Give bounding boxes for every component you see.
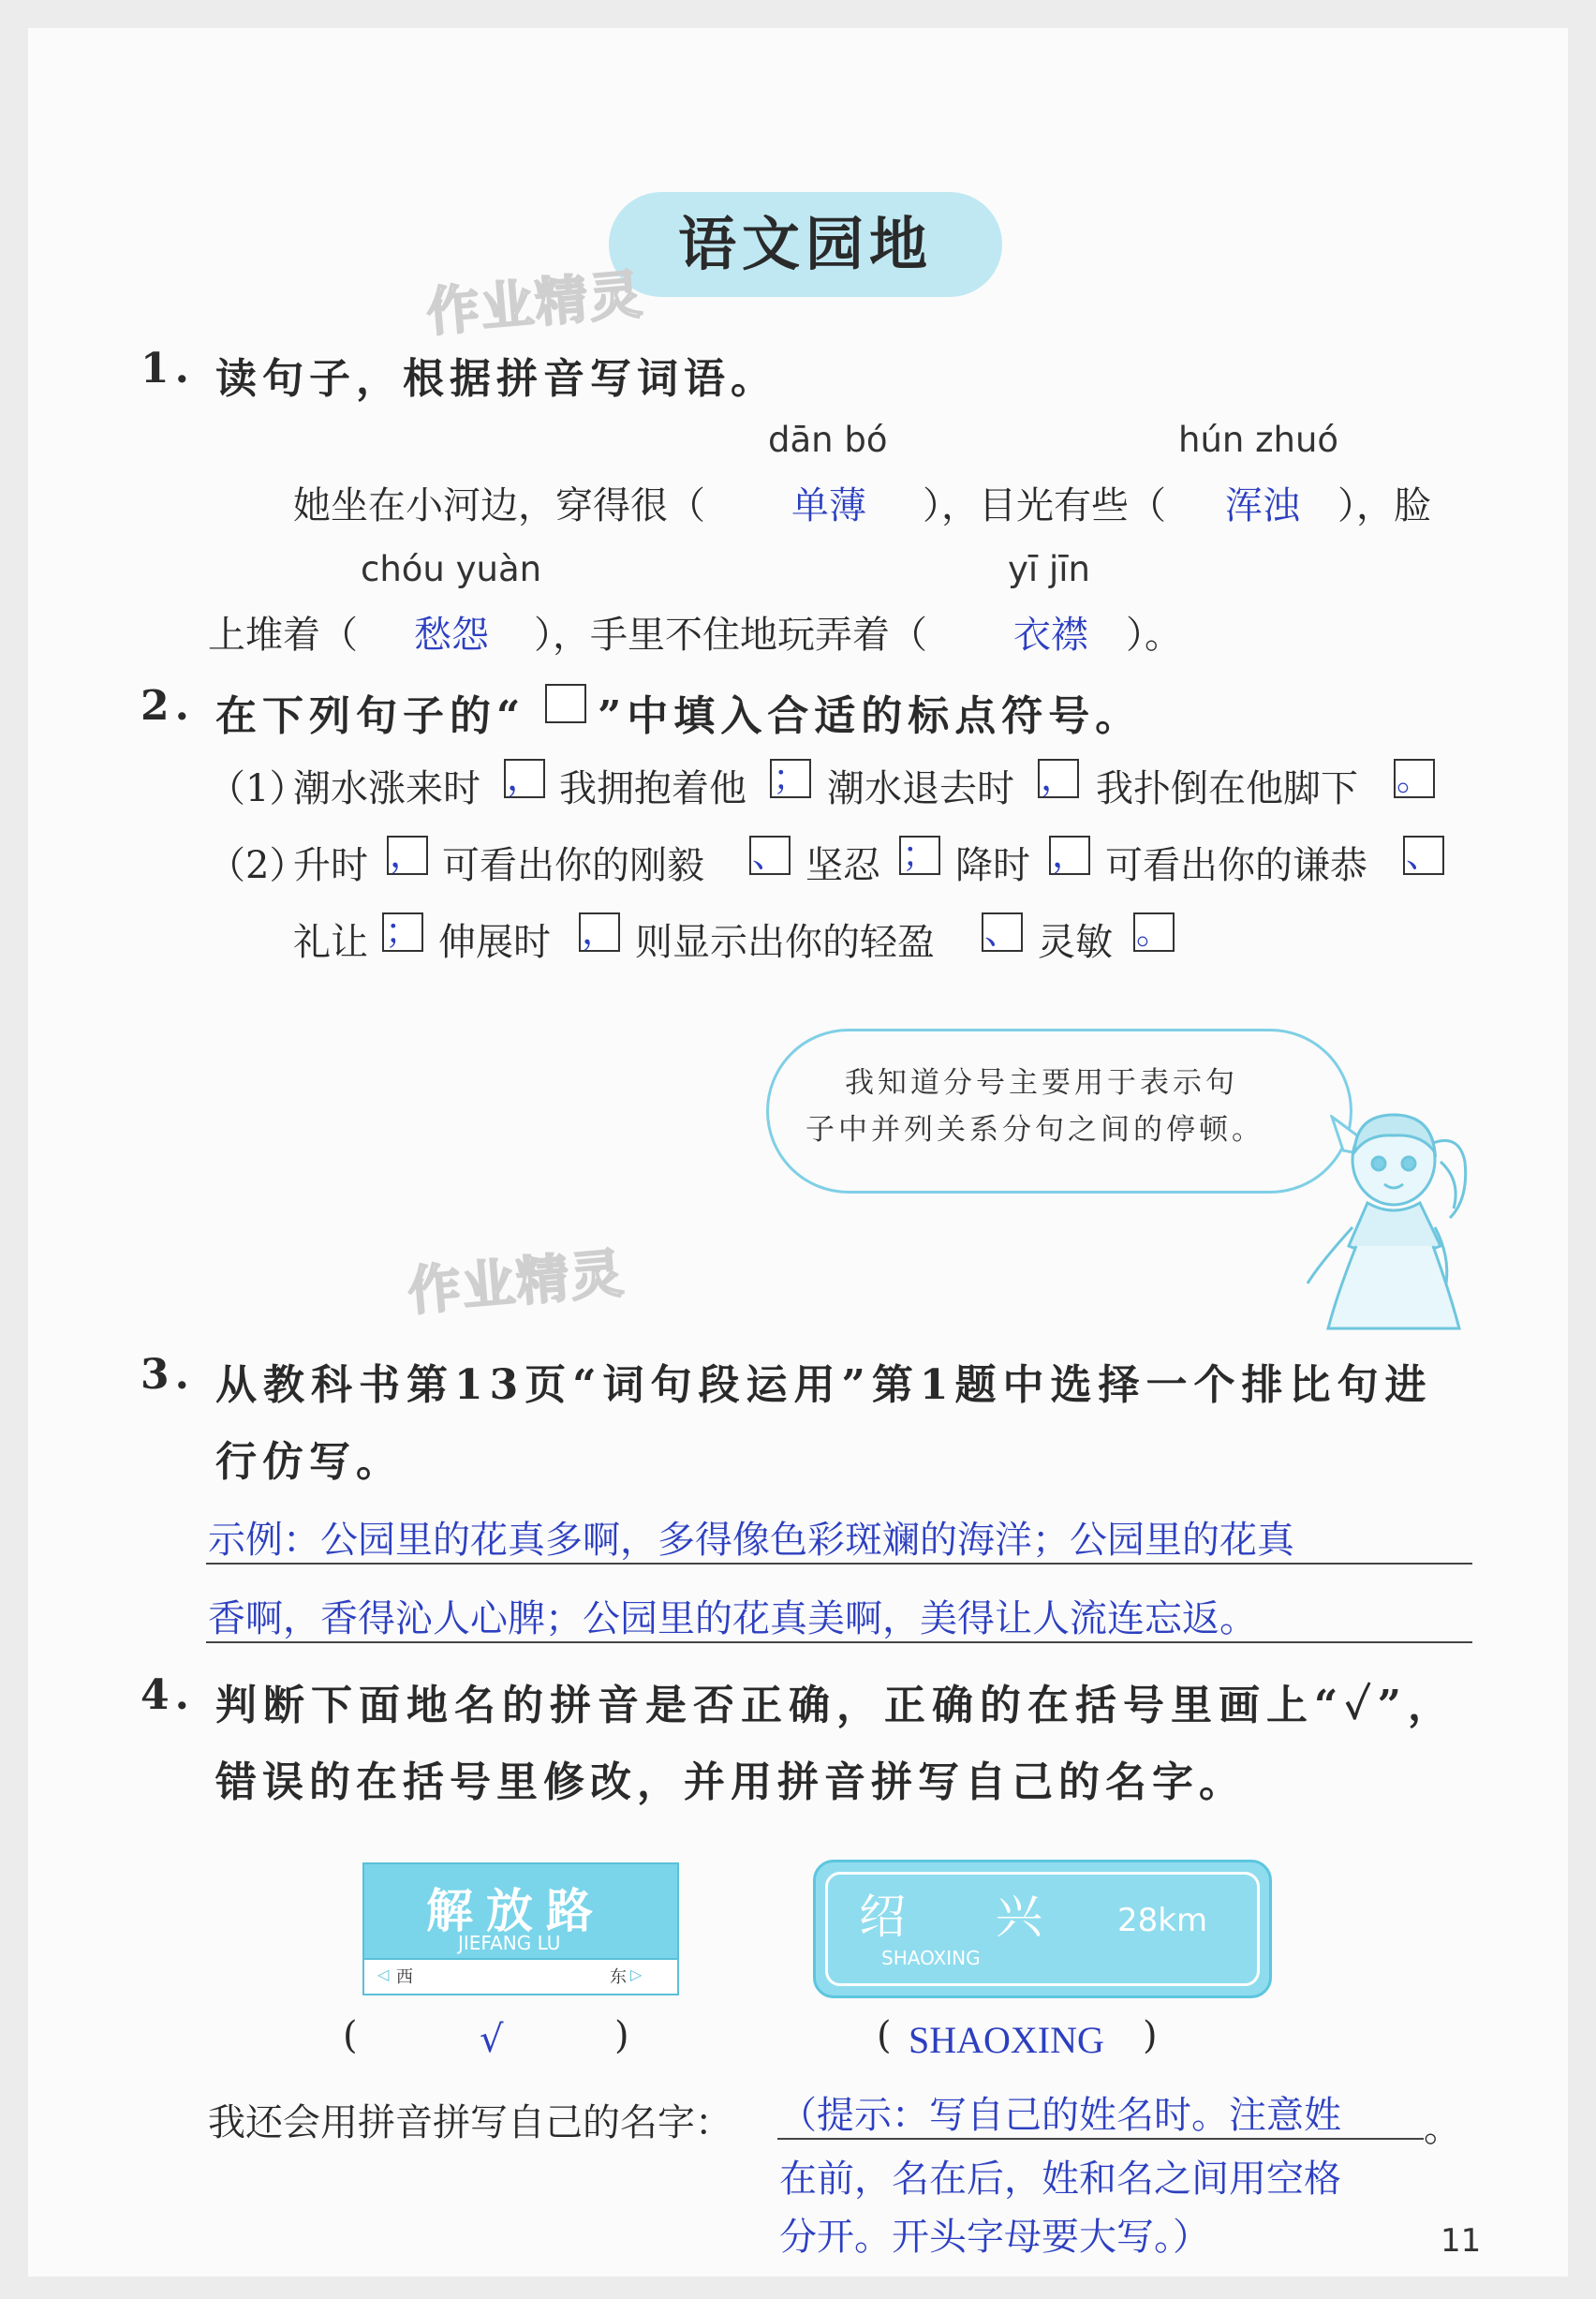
question-4-prompt-line1: 判断下面地名的拼音是否正确，正确的在括号里画上“✓”， — [215, 1682, 1456, 1729]
sign2-name: 绍 兴 — [859, 1890, 1080, 1944]
bracket-close: ) — [614, 2014, 629, 2057]
sign1-west: 西 — [396, 1967, 413, 1987]
watermark: 作业精灵 — [406, 1242, 628, 1323]
s2-part: 坚忍 — [805, 844, 880, 887]
q3-answer-line2: 香啊，香得沁人心脾；公园里的花真美啊，美得让人流连忘返。 — [208, 1597, 1257, 1640]
name-end-period: 。 — [1424, 2107, 1461, 2150]
s1-part: 我拥抱着他 — [559, 767, 746, 810]
question-3-number: 3. — [140, 1351, 195, 1399]
punct-box[interactable]: ， — [579, 912, 620, 952]
answer-shaoxing: SHAOXING — [909, 2019, 1104, 2061]
answer-underline — [206, 1563, 1472, 1565]
answer-chouyuan: 愁怨 — [414, 614, 489, 657]
q1-line1-part2: ），目光有些（ — [923, 484, 1166, 527]
name-answer-line3: 分开。开头字母要大写。） — [779, 2216, 1210, 2259]
watermark: 作业精灵 — [424, 263, 646, 344]
sign1-east: 东 — [610, 1967, 627, 1987]
question-2-prompt-a: 在下列句子的“ — [215, 692, 526, 740]
sign1-pinyin: JIEFANG LU — [458, 1932, 561, 1954]
punct-box[interactable]: ， — [387, 836, 428, 875]
s2-part: 升时 — [293, 844, 368, 887]
arrow-right-icon: ▷ — [630, 1965, 643, 1983]
question-1-prompt: 读句子，根据拼音写词语。 — [215, 355, 777, 403]
name-prompt: 我还会用拼音拼写自己的名字： — [208, 2101, 732, 2144]
question-3-prompt-line1: 从教科书第13页“词句段运用”第1题中选择一个排比句进 — [215, 1361, 1433, 1409]
s2-part: 可看出你的刚毅 — [442, 844, 704, 887]
s1-part: 潮水退去时 — [827, 767, 1014, 810]
workbook-page — [28, 28, 1568, 2277]
answer-hunzhuo: 浑浊 — [1225, 484, 1300, 527]
punct-box[interactable]: 、 — [1403, 836, 1444, 875]
name-answer-line2: 在前，名在后，姓和名之间用空格 — [779, 2158, 1341, 2201]
name-answer-line1: （提示：写自己的姓名时。注意姓 — [779, 2094, 1341, 2137]
punct-box[interactable]: ， — [504, 759, 545, 798]
s1-part: 潮水涨来时 — [293, 767, 480, 810]
punct-box[interactable]: ， — [1049, 836, 1090, 875]
punct-box[interactable]: 、 — [749, 836, 791, 875]
punct-box[interactable]: 。 — [1394, 759, 1435, 798]
sign1-name: 解放路 — [426, 1884, 606, 1938]
s3-part: 灵敏 — [1038, 921, 1113, 964]
q1-line2-part2: ），手里不住地玩弄着（ — [534, 614, 927, 657]
question-3-prompt-line2: 行仿写。 — [215, 1438, 403, 1486]
q3-answer-line1: 示例：公园里的花真多啊，多得像色彩斑斓的海洋；公园里的花真 — [208, 1519, 1294, 1562]
s3-part: 伸展时 — [438, 921, 551, 964]
sign1-direction-strip — [364, 1958, 677, 1994]
road-sign-shaoxing — [813, 1860, 1272, 1998]
q1-line1-part3: ），脸 — [1337, 484, 1431, 527]
punct-box[interactable]: ， — [1038, 759, 1079, 798]
sign2-distance: 28km — [1117, 1902, 1208, 1939]
q1-line2-part3: ）。 — [1126, 614, 1182, 657]
s1-part: 我扑倒在他脚下 — [1096, 767, 1358, 810]
page-number: 11 — [1441, 2222, 1482, 2260]
q1-line2-part1: 上堆着（ — [208, 614, 358, 657]
s3-part: 则显示出你的轻盈 — [635, 921, 935, 964]
s2-part: 降时 — [955, 844, 1030, 887]
answer-underline — [206, 1641, 1472, 1643]
bubble-line-2: 子中并列关系分句之间的停顿。 — [805, 1113, 1264, 1147]
girl-illustration — [1300, 1105, 1497, 1340]
s1-label: （1） — [208, 767, 307, 810]
pinyin-yijin: yī jīn — [1008, 549, 1090, 589]
question-2-prompt-b: ”中填入合适的标点符号。 — [598, 692, 1143, 740]
question-2-number: 2. — [140, 682, 195, 730]
punct-box[interactable]: ； — [770, 759, 811, 798]
answer-yijin: 衣襟 — [1013, 614, 1088, 657]
pinyin-chouyuan: chóu yuàn — [361, 549, 542, 589]
question-4-number: 4. — [140, 1671, 195, 1719]
bubble-line-1: 我知道分号主要用于表示句 — [845, 1066, 1238, 1100]
punct-box[interactable]: ； — [899, 836, 940, 875]
question-4-prompt-line2: 错误的在括号里修改，并用拼音拼写自己的名字。 — [215, 1758, 1246, 1806]
road-sign-jiefang — [362, 1862, 679, 1995]
question-1-number: 1. — [140, 345, 195, 393]
sample-empty-box — [545, 684, 586, 723]
section-title: 语文园地 — [677, 210, 933, 278]
name-underline — [777, 2138, 1424, 2140]
answer-danbo: 单薄 — [791, 484, 866, 527]
bracket-open: ( — [877, 2014, 892, 2057]
punct-box[interactable]: ； — [382, 912, 423, 952]
sign2-pinyin: SHAOXING — [881, 1947, 981, 1969]
s2-label: （2） — [208, 844, 307, 887]
pinyin-hunzhuo: hún zhuó — [1178, 420, 1339, 460]
bracket-close: ) — [1143, 2014, 1158, 2057]
answer-check: √ — [480, 2018, 504, 2061]
bracket-open: ( — [343, 2014, 358, 2057]
s2-part: 可看出你的谦恭 — [1105, 844, 1367, 887]
pinyin-danbo: dān bó — [768, 420, 888, 460]
q1-line1-part1: 她坐在小河边，穿得很（ — [293, 484, 705, 527]
punct-box[interactable]: 、 — [982, 912, 1023, 952]
punct-box[interactable]: 。 — [1133, 912, 1175, 952]
arrow-left-icon: ◁ — [377, 1965, 390, 1983]
s3-part: 礼让 — [293, 921, 368, 964]
